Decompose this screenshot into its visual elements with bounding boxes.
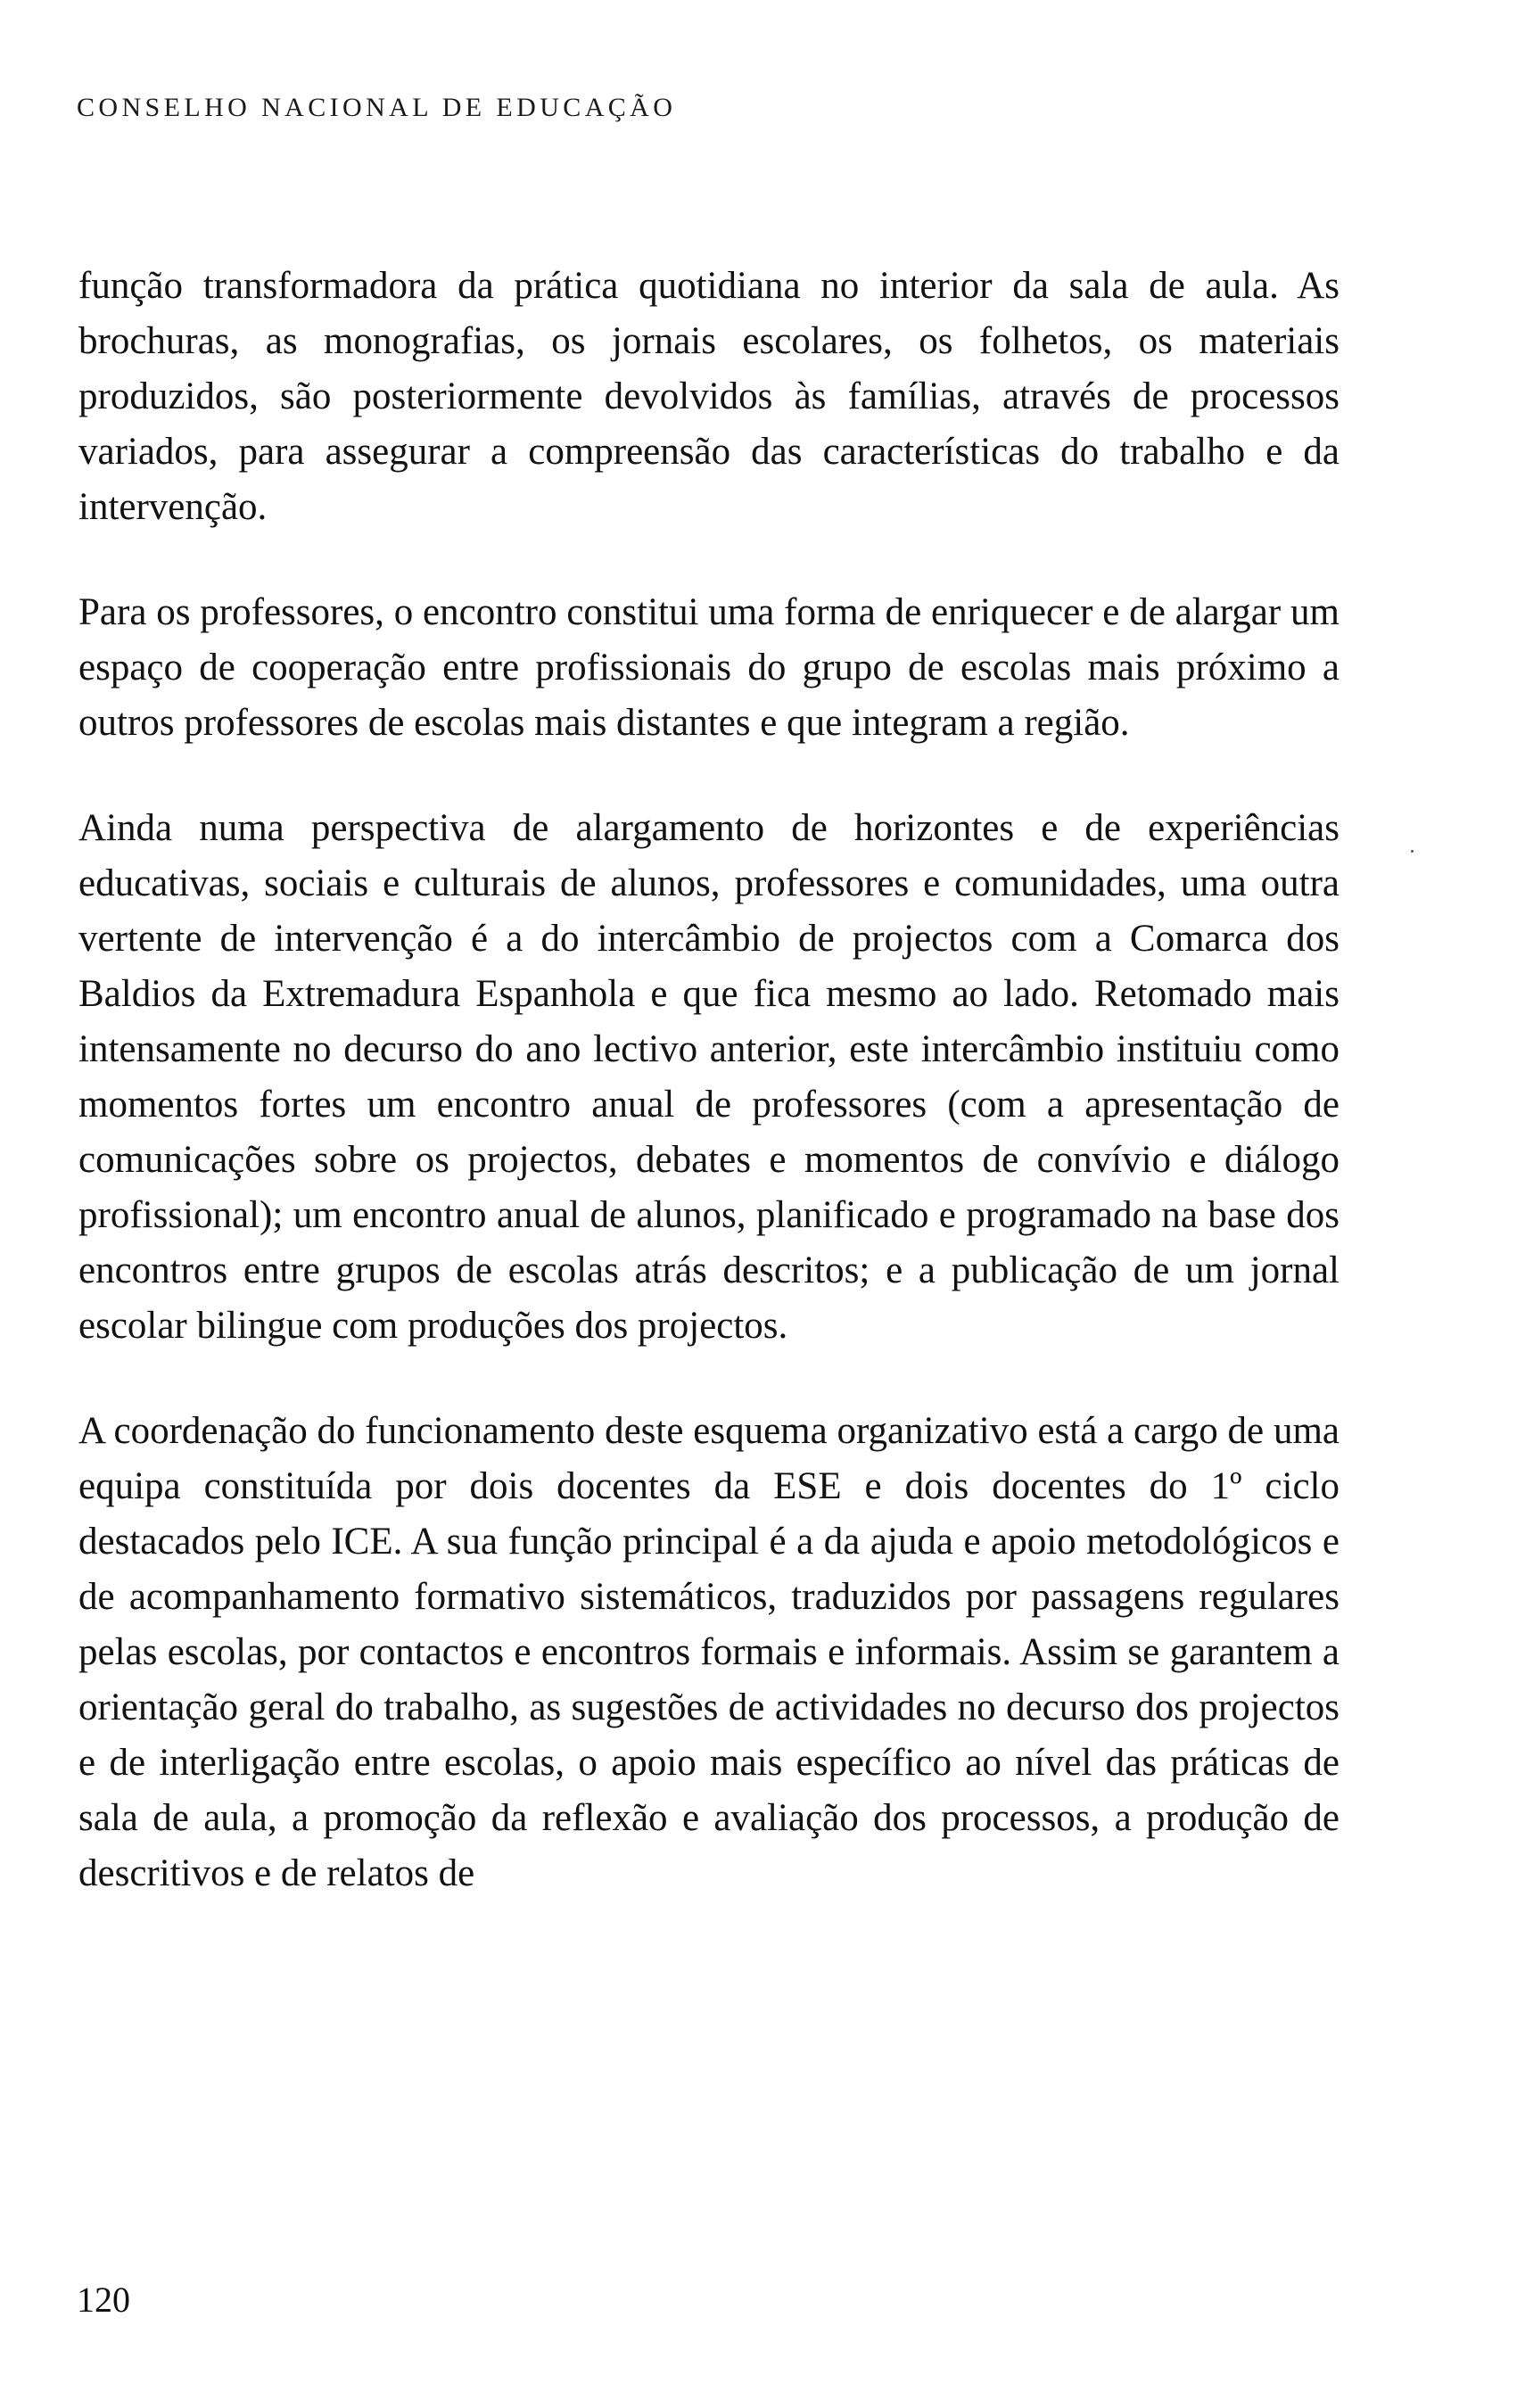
paragraph-3: Ainda numa perspectiva de alargamento de horizontes e de experiências educativas, sociais e culturais de alunos, professores e comunidades, uma outra vertente de intervenção é a do intercâmbio de projectos com a Comarca dos Baldios da Extremadura Espanhola e que fica mesmo ao lado. Retomado mais intensamente no decurso do ano lectivo anterior, este intercâmbio instituiu como momentos fortes um encontro anual de professores (com a apresentação de comunicações sobre os projectos, debates e momentos de convívio e diálogo profissional); um encontro anual de alunos, planificado e programado na base dos encontros entre grupos de escolas atrás descritos; e a publicação de um jornal escolar bilingue com produções dos projectos. <box>78 807 1340 1347</box>
running-header: CONSELHO NACIONAL DE EDUCAÇÃO <box>77 93 677 122</box>
paragraph-2: Para os professores, o encontro constitui uma forma de enriquecer e de alargar um espaço de cooperação entre profissionais do grupo de escolas mais próximo a outros professores de escolas mais distantes e que integram a região. <box>78 591 1340 744</box>
scan-speck <box>1411 850 1414 853</box>
body-text <box>78 259 1340 1901</box>
page-number: 120 <box>77 2280 130 2320</box>
paragraph-4: A coordenação do funcionamento deste esquema organizativo está a cargo de uma equipa constituída por dois docentes da ESE e dois docentes do 1º ciclo destacados pelo ICE. A sua função principal é a da ajuda e apoio metodológicos e de acompanhamento formativo sistemáticos, traduzidos por passagens regulares pelas escolas, por contactos e encontros formais e informais. Assim se garantem a orientação geral do trabalho, as sugestões de actividades no decurso dos projectos e de interligação entre escolas, o apoio mais específico ao nível das práticas de sala de aula, a promoção da reflexão e avaliação dos processos, a produção de descritivos e de relatos de <box>78 1410 1340 1894</box>
paragraph-1: função transformadora da prática quotidiana no interior da sala de aula. As brochuras, as monografias, os jornais escolares, os folhetos, os materiais produzidos, são posteriormente devolvidos às famílias, através de processos variados, para assegurar a compreensão das características do trabalho e da intervenção. <box>78 265 1340 528</box>
